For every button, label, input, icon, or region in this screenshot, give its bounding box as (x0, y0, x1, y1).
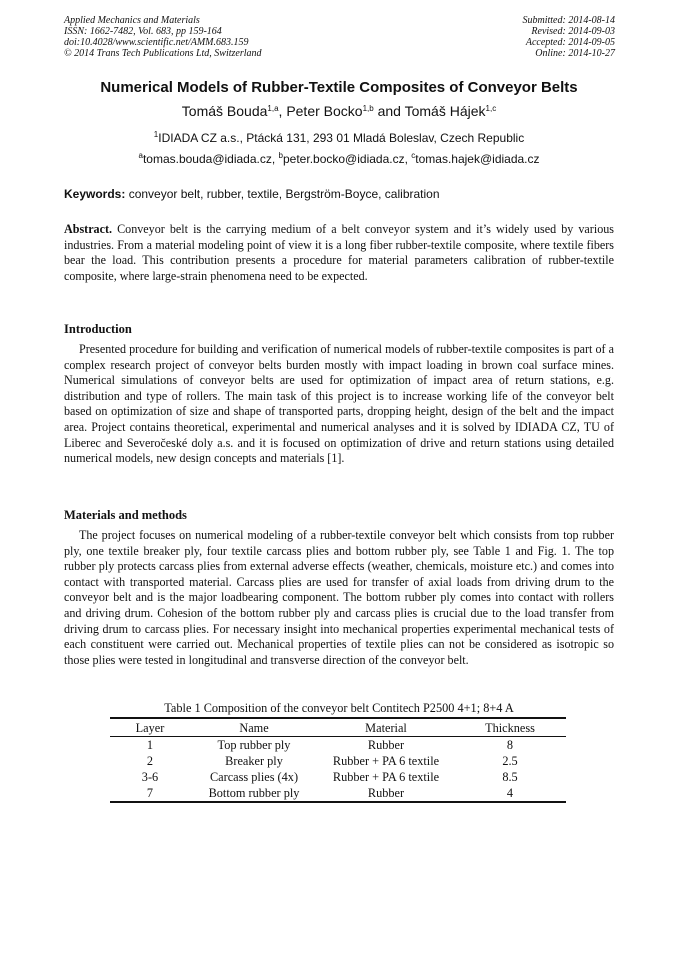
journal-info (64, 15, 262, 59)
author-sup: 1,c (485, 104, 497, 113)
paper-title: Numerical Models of Rubber-Textile Composites of Conveyor Belts (100, 79, 578, 96)
online-date: Online: 2014-10-27 (535, 48, 615, 59)
author-list (0, 103, 678, 119)
introduction-heading: Introduction (64, 322, 132, 336)
cell-name: Bottom rubber ply (208, 786, 300, 800)
email-address[interactable]: tomas.bouda@idiada.cz (142, 152, 272, 166)
composition-table (110, 717, 566, 803)
cell-material: Rubber + PA 6 textile (332, 754, 440, 768)
col-header-name: Name (239, 720, 269, 735)
submitted-date: Submitted: 2014-08-14 (522, 15, 615, 26)
author-separator: , (278, 103, 287, 119)
introduction-paragraph: Presented procedure for building and verification of numerical models of rubber-textile composites is part of a complex research project of conveyor belts burden mostly with impact loading in brown coal surface mines. Numerical simulations of conveyor belts are used for optimization of impact area of return stations, e.g. distribution and type of rollers. The main task of this project is to increase working life of the conveyor belt based on optimization of size and shape of transported parts, dropping height, design of the belt and the impact area. Project contains theoretical, experimental and numerical analyses and it is solved by IDIADA CZ, TU of Liberec and Severočeské doly a.s. and it is focused on optimization of drive and return stations using detailed numerical models, new design concepts and materials [1]. (64, 342, 614, 466)
col-header-layer: Layer (135, 720, 165, 735)
col-header-thickness: Thickness (485, 720, 535, 735)
col-header-material: Material (365, 720, 407, 735)
table-row (110, 769, 566, 785)
author-name: Peter Bocko (286, 103, 363, 119)
table-header-row (110, 718, 566, 737)
issn-line: ISSN: 1662-7482, Vol. 683, pp 159-164 (64, 26, 222, 37)
dates-info (523, 15, 616, 59)
cell-layer: 2 (146, 754, 154, 768)
abstract-label: Abstract. (64, 222, 113, 236)
author-sup: 1,a (267, 104, 279, 113)
email-address[interactable]: peter.bocko@idiada.cz (283, 152, 405, 166)
email-address[interactable]: tomas.hajek@idiada.cz (415, 152, 540, 166)
cell-thickness: 8.5 (502, 770, 518, 784)
cell-layer: 7 (146, 786, 154, 800)
cell-name: Breaker ply (225, 754, 283, 768)
cell-name: Carcass plies (4x) (209, 770, 299, 784)
author-name: Tomáš Hájek (404, 103, 486, 119)
affiliation-sup: 1 (153, 130, 159, 139)
email-sup: b (278, 151, 283, 160)
affiliation (0, 131, 678, 145)
keywords-text: conveyor belt, rubber, textile, Bergström-Boyce, calibration (125, 187, 440, 201)
materials-heading: Materials and methods (64, 508, 187, 522)
cell-thickness: 4 (506, 786, 514, 800)
copyright-line: © 2014 Trans Tech Publications Ltd, Switzerland (64, 48, 262, 59)
journal-name: Applied Mechanics and Materials (64, 15, 200, 26)
keywords (64, 187, 624, 201)
affiliation-text: IDIADA CZ a.s., Ptácká 131, 293 01 Mladá Boleslav, Czech Republic (158, 131, 525, 145)
doi-line: doi:10.4028/www.scientific.net/AMM.683.159 (64, 37, 249, 48)
cell-thickness: 8 (506, 738, 514, 752)
table-row (110, 737, 566, 754)
cell-thickness: 2.5 (502, 754, 518, 768)
abstract-text: Conveyor belt is the carrying medium of a belt conveyor system and it’s widely used by various industries. From a material modeling point of view it is a long fiber rubber-textile composite, where textile fibers bear the load. This contribution presents a procedure for material parameters calibration of rubber-textile composite, where large-strain phenomena need to be expected. (64, 222, 614, 283)
email-separator: , (271, 152, 279, 166)
email-sup: a (138, 151, 143, 160)
table-row (110, 785, 566, 802)
author-separator: and (373, 103, 405, 119)
table-row (110, 753, 566, 769)
cell-name: Top rubber ply (217, 738, 291, 752)
cell-layer: 3-6 (141, 770, 159, 784)
author-name: Tomáš Bouda (181, 103, 268, 119)
cell-layer: 1 (146, 738, 154, 752)
cell-material: Rubber + PA 6 textile (332, 770, 440, 784)
abstract (64, 222, 614, 284)
materials-paragraph: The project focuses on numerical modeling of a rubber-textile conveyor belt which consists from top rubber ply, one textile breaker ply, four textile carcass plies and bottom rubber ply, see Table 1 and Fig. 1. The top rubber ply protects carcass plies from external adverse effects (weather, chemicals, moisture etc.) and comes into contact with transported material. Carcass plies are used for transfer of axial loads from driving drum to the conveyor belt and is the major loadbearing component. The bottom rubber ply comes into contact with rollers and driving drum. Cohesion of the bottom rubber ply and carcass plies is crucial due to the load transfer from driving drum to carcass plies. For necessary insight into mechanical properties experimental mechanical tests of each constituent were carried out. Mechanical properties of textile plies can not be considered as isotropic so those plies were tested in longitudinal and transverse direction of the conveyor belt. (64, 528, 614, 667)
revised-date: Revised: 2014-09-03 (531, 26, 615, 37)
author-sup: 1,b (362, 104, 374, 113)
email-separator: , (404, 152, 412, 166)
email-list (0, 152, 678, 166)
accepted-date: Accepted: 2014-09-05 (525, 37, 615, 48)
email-sup: c (411, 151, 416, 160)
keywords-label: Keywords: (64, 187, 126, 201)
cell-material: Rubber (367, 738, 405, 752)
table-caption: Table 1 Composition of the conveyor belt Contitech P2500 4+1; 8+4 A (164, 701, 514, 715)
cell-material: Rubber (367, 786, 405, 800)
